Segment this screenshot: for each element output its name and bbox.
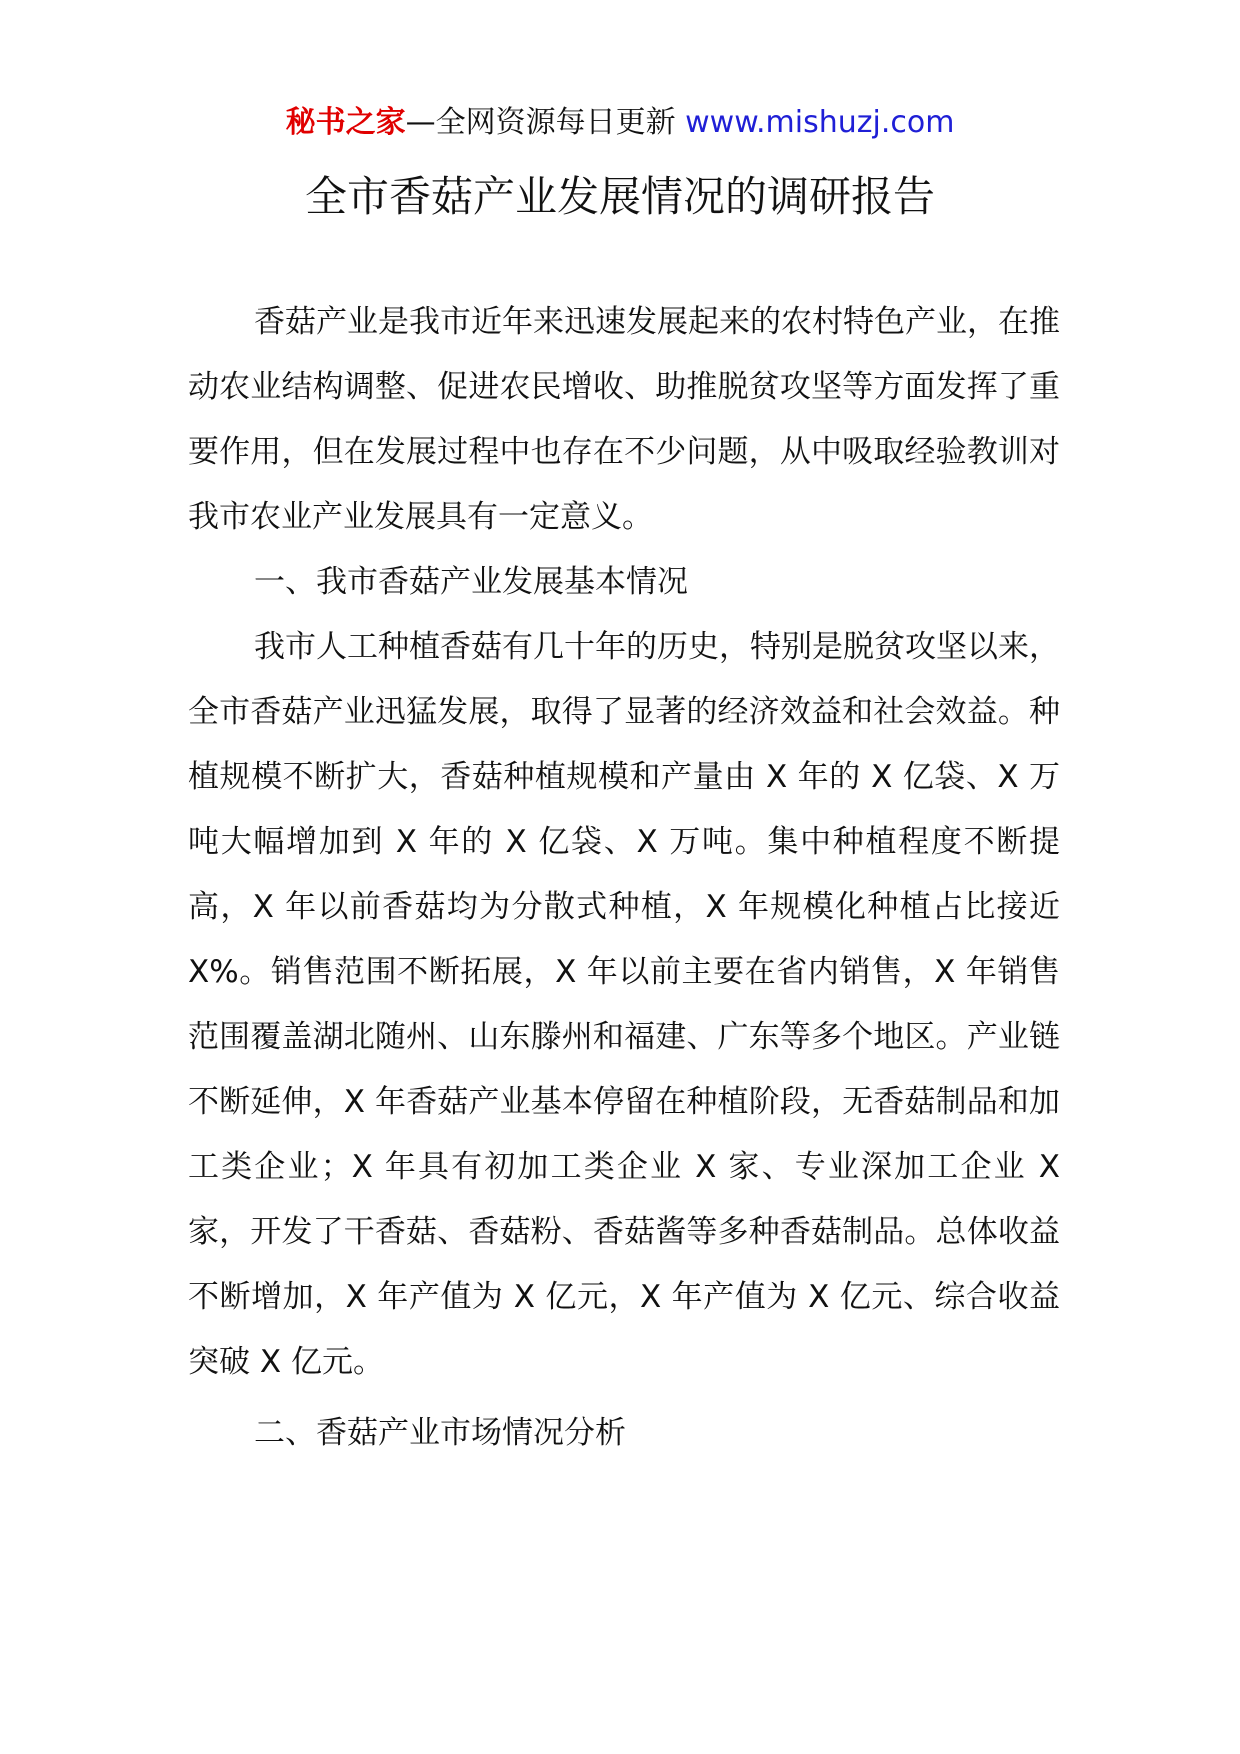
- intro-paragraph: 香菇产业是我市近年来迅速发展起来的农村特色产业，在推动农业结构调整、促进农民增收、助推脱贫攻坚等方面发挥了重要作用，但在发展过程中也存在不少问题，从中吸取经验教训对我市农业产业发展具有一定意义。: [188, 304, 1060, 535]
- section-2-heading: 二、香菇产业市场情况分析: [254, 1415, 626, 1451]
- document-body: [188, 290, 1060, 1466]
- brand-name: 秘书之家: [285, 105, 406, 140]
- section-1-heading: 一、我市香菇产业发展基本情况: [254, 564, 688, 600]
- header-tagline: —全网资源每日更新: [405, 105, 676, 140]
- site-url-link[interactable]: www.mishuzj.com: [685, 105, 955, 140]
- site-header: [0, 98, 1240, 148]
- section-1-paragraph: 我市人工种植香菇有几十年的历史，特别是脱贫攻坚以来，全市香菇产业迅猛发展，取得了显著的经济效益和社会效益。种植规模不断扩大，香菇种植规模和产量由 X 年的 X 亿袋、X 万吨大幅增加到 X 年的 X 亿袋、X 万吨。集中种植程度不断提高，X 年以前香菇均为分散式种植，X 年规模化种植占比接近 X%。销售范围不断拓展，X 年以前主要在省内销售，X 年销售范围覆盖湖北随州、山东滕州和福建、广东等多个地区。产业链不断延伸，X 年香菇产业基本停留在种植阶段，无香菇制品和加工类企业；X 年具有初加工类企业 X 家、专业深加工企业 X 家，开发了干香菇、香菇粉、香菇酱等多种香菇制品。总体收益不断增加，X 年产值为 X 亿元，X 年产值为 X 亿元、综合收益突破 X 亿元。: [188, 629, 1060, 1380]
- document-title: 全市香菇产业发展情况的调研报告: [304, 172, 935, 221]
